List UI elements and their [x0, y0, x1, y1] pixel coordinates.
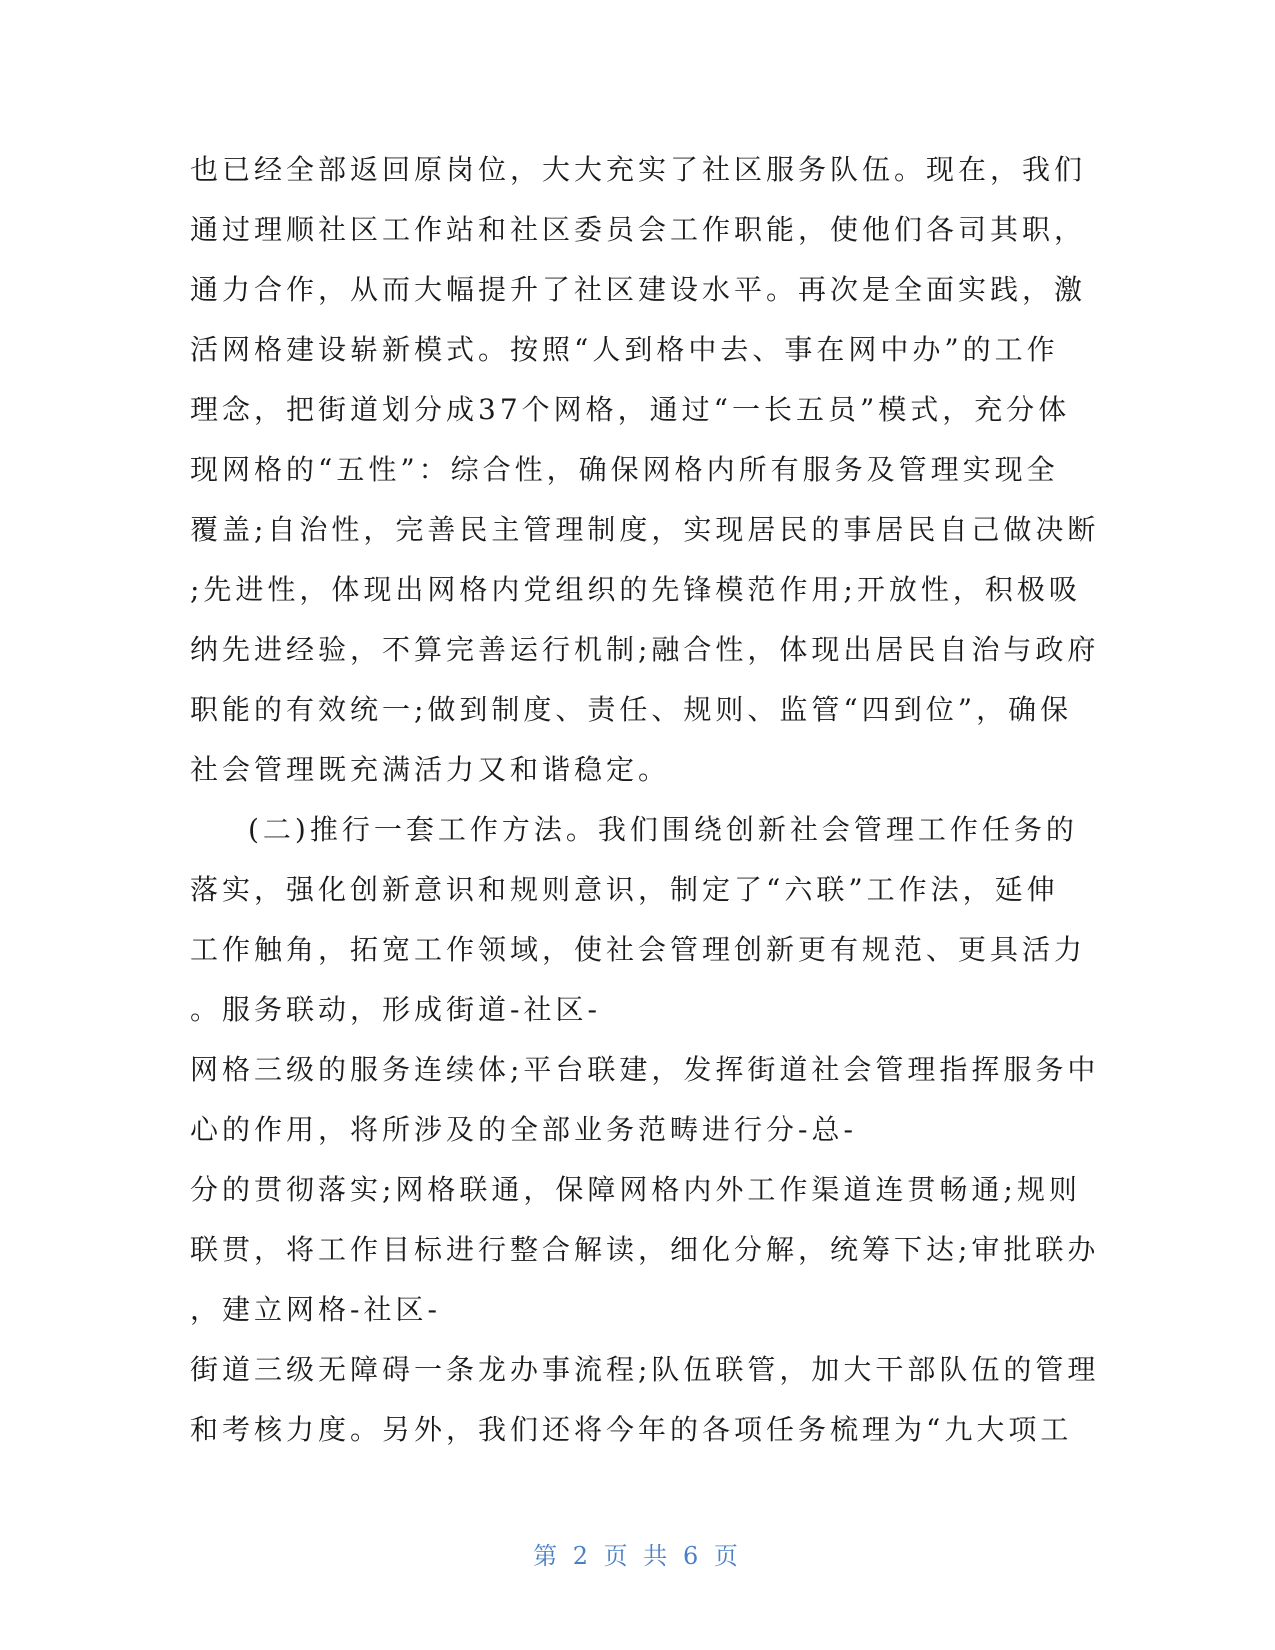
text-line: 通过理顺社区工作站和社区委员会工作职能，使他们各司其职， [190, 213, 1087, 246]
text-line: ;先进性，体现出网格内党组织的先锋模范作用;开放性，积极吸 [190, 573, 1081, 606]
text-line: ，建立网格-社区- [190, 1293, 441, 1326]
text-line: 落实，强化创新意识和规则意识，制定了“六联”工作法，延伸 [190, 873, 1059, 906]
text-line: 工作触角，拓宽工作领域，使社会管理创新更有规范、更具活力 [190, 933, 1087, 966]
body-text [190, 140, 1100, 1460]
text-line: 心的作用，将所涉及的全部业务范畴进行分-总- [190, 1113, 857, 1146]
text-line: 职能的有效统一;做到制度、责任、规则、监管“四到位”，确保 [190, 693, 1073, 726]
text-line: 社会管理既充满活力又和谐稳定。 [190, 753, 671, 786]
page-number-footer: 第 2 页 共 6 页 [533, 1542, 742, 1570]
text-line: 联贯，将工作目标进行整合解读，细化分解，统筹下达;审批联办 [190, 1233, 1100, 1266]
text-line: 街道三级无障碍一条龙办事流程;队伍联管，加大干部队伍的管理 [190, 1353, 1100, 1386]
text-line: 和考核力度。另外，我们还将今年的各项任务梳理为“九大项工 [190, 1413, 1073, 1446]
text-line: 现网格的“五性”：综合性，确保网格内所有服务及管理实现全 [190, 453, 1059, 486]
text-line: 活网格建设崭新模式。按照“人到格中去、事在网中办”的工作 [190, 333, 1059, 366]
text-line: 网格三级的服务连续体;平台联建，发挥街道社会管理指挥服务中 [190, 1053, 1100, 1086]
text-line: 理念，把街道划分成37个网格，通过“一长五员”模式，充分体 [190, 393, 1071, 426]
text-line: 也已经全部返回原岗位，大大充实了社区服务队伍。现在，我们 [190, 153, 1087, 186]
text-line: 通力合作，从而大幅提升了社区建设水平。再次是全面实践，激 [190, 273, 1087, 306]
paragraph-start-line: (二)推行一套工作方法。我们围绕创新社会管理工作任务的 [248, 813, 1078, 846]
text-line: 。服务联动，形成街道-社区- [190, 993, 601, 1026]
text-line: 纳先进经验，不算完善运行机制;融合性，体现出居民自治与政府 [190, 633, 1100, 666]
text-line: 覆盖;自治性，完善民主管理制度，实现居民的事居民自己做决断 [190, 513, 1100, 546]
text-line: 分的贯彻落实;网格联通，保障网格内外工作渠道连贯畅通;规则 [190, 1173, 1081, 1206]
